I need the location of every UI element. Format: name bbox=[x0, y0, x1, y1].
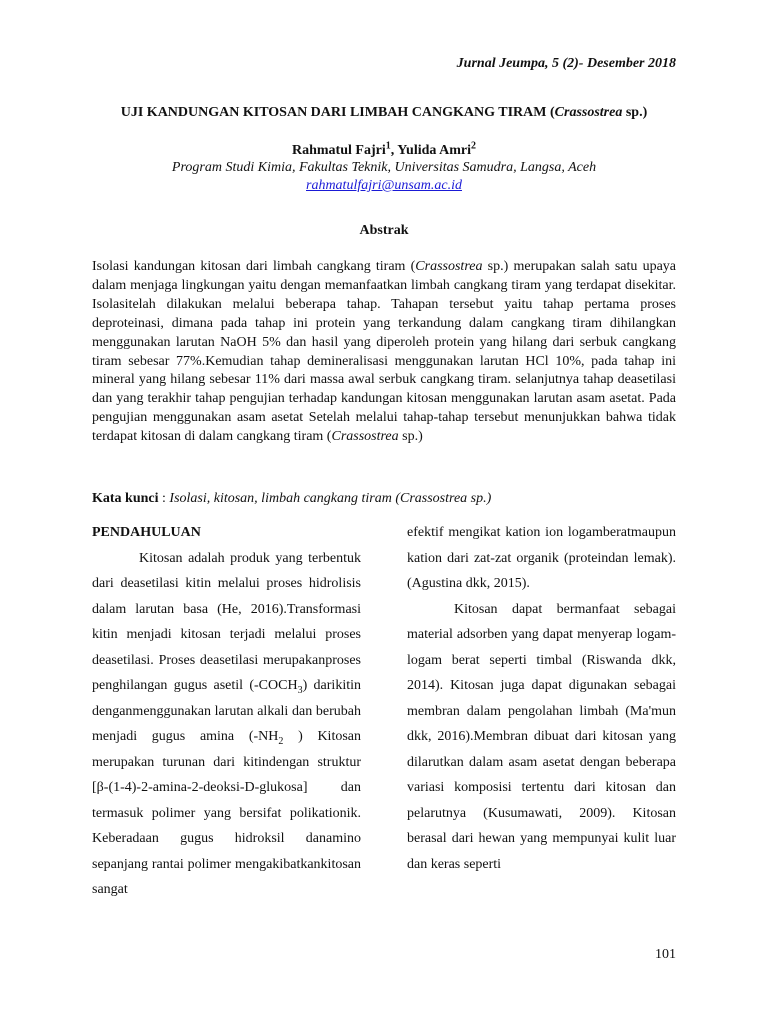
section-heading-introduction: PENDAHULUAN bbox=[92, 525, 201, 540]
abstract-body: Isolasi kandungan kitosan dari limbah cangkang tiram (Crassostrea sp.) merupakan salah satu upaya dalam menjaga lingkungan yaitu dengan memanfaatkan limbah cangkang tiram yang terdapat disekitar. Isolasitelah dilakukan melalui beberapa tahap. Tahapan tersebut yaitu tahap pertama proses deproteinasi, dimana pada tahap ini protein yang terkandung dalam cangkang tiram dihilangkan menggunakan larutan NaOH 5% dan hasil yang diperoleh protein yang hilang dari serbuk cangkang tiram sebesar 77%.Kemudian tahap demineralisasi menggunakan larutan HCl 10%, pada tahap ini mineral yang hilang sebesar 11% dari massa awal serbuk cangkang tiram. selanjutnya tahap deasetilasi dan yang terakhir tahap pengujian terhadap kandungan kitosan menggunakan larutan asam asetat. Pada pengujian menggunakan asam asetat Setelah melalui tahap-tahap tersebut menunjukkan bahwa tidak terdapat kitosan di dalam cangkang tiram (Crassostrea sp.) bbox=[92, 259, 676, 445]
paper-title: UJI KANDUNGAN KITOSAN DARI LIMBAH CANGKANG TIRAM (Crassostrea sp.) bbox=[120, 105, 648, 120]
keywords-value: Isolasi, kitosan, limbah cangkang tiram (Crassostrea sp.) bbox=[169, 491, 492, 506]
column-left bbox=[92, 520, 361, 903]
keywords-label: Kata kunci bbox=[92, 491, 159, 506]
author-1: Rahmatul Fajri bbox=[292, 143, 386, 158]
affiliation: Program Studi Kimia, Fakultas Teknik, Universitas Samudra, Langsa, Aceh bbox=[171, 160, 597, 175]
column-right bbox=[407, 520, 676, 877]
intro-paragraph-1: Kitosan adalah produk yang terbentuk dari deasetilasi kitin melalui proses hidrolisis dalam larutan basa (He, 2016).Transformasi kitin menjadi kitosan terjadi melalui proses deasetilasi. Proses deasetilasi merupakanproses penghilangan gugus asetil $(-COCH_3)$ darikitin denganmenggunakan larutan alkali dan berubah menjadi gugus amina ($-NH_2$ ) Kitosan merupakan turunan dari kitindengan struktur [β-(1-4)-2-amina-2-deoksi-D-glukosa] dan termasuk polimer yang bersifat polikationik. Keberadaan gugus hidroksil danamino sepanjang rantai polimer mengakibatkankitosan sangat bbox=[92, 550, 361, 897]
intro-paragraph-1-cont: efektif mengikat kation ion logamberatmaupun kation dari zat-zat organik (proteindan lemak).(Agustina dkk, 2015). bbox=[407, 525, 676, 591]
abstract-heading: Abstrak bbox=[359, 223, 409, 238]
email-line bbox=[92, 178, 676, 194]
page-number: 101 bbox=[655, 947, 676, 962]
intro-paragraph-2: Kitosan dapat bermanfaat sebagai material adsorben yang dapat menyerap logam-logam berat seperti timbal (Riswanda dkk, 2014). Kitosan juga dapat digunakan sebagai membran dalam pengolahan limbah (Ma'mun dkk, 2016).Membran dibuat dari kitosan yang dilarutkan dalam asam asetat dengan beberapa variasi komposisi tertentu dari kitosan dan pelarutnya (Kusumawati, 2009). Kitosan berasal dari hewan yang mempunyai kulit luar dan keras seperti bbox=[407, 601, 676, 872]
author-2: Yulida Amri bbox=[397, 143, 471, 158]
author-list: Rahmatul Fajri$^1$, Yulida Amri$^2$ bbox=[292, 140, 476, 158]
keywords: Kata kunci : Isolasi, kitosan, limbah cangkang tiram (Crassostrea sp.) bbox=[92, 491, 492, 506]
journal-header: Jurnal Jeumpa, 5 (2)- Desember 2018 bbox=[456, 56, 676, 71]
email-link[interactable]: rahmatulfajri@unsam.ac.id bbox=[306, 178, 462, 193]
